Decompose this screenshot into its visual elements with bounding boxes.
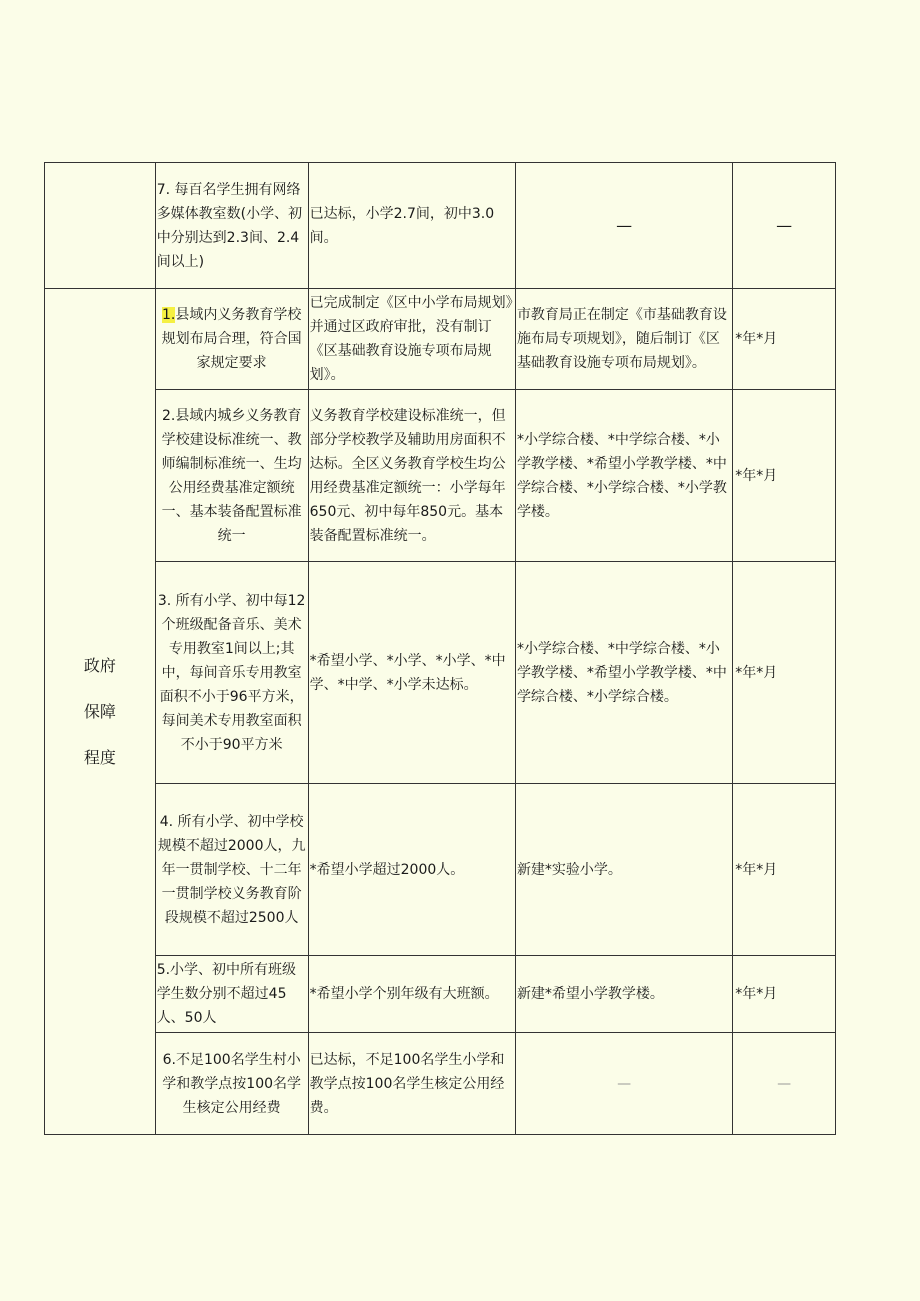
item-cell <box>155 289 308 390</box>
category-cell-empty <box>45 163 156 289</box>
status-cell: 已达标，不足100名学生小学和教学点按100名学生核定公用经费。 <box>308 1033 515 1135</box>
item-cell: 6.不足100名学生村小学和教学点按100名学生核定公用经费 <box>155 1033 308 1135</box>
plan-cell: *小学综合楼、*中学综合楼、*小学教学楼、*希望小学教学楼、*中学综合楼、*小学综合楼。 <box>515 562 732 784</box>
item-text: 县域内义务教育学校规划布局合理，符合国家规定要求 <box>161 307 302 371</box>
table-row <box>45 390 836 562</box>
status-cell: *希望小学、*小学、*小学、*中学、*中学、*小学未达标。 <box>308 562 515 784</box>
status-cell: 已达标，小学2.7间，初中3.0间。 <box>308 163 515 289</box>
item-cell: 7. 每百名学生拥有网络多媒体教室数(小学、初中分别达到2.3间、2.4间以上) <box>155 163 308 289</box>
category-line: 政府 <box>83 655 116 675</box>
item-cell: 5.小学、初中所有班级学生数分别不超过45人、50人 <box>155 956 308 1033</box>
plan-cell: 市教育局正在制定《市基础教育设施布局专项规划》，随后制订《区基础教育设施专项布局规划》。 <box>515 289 732 390</box>
date-cell: — <box>733 1033 836 1135</box>
item-cell: 2.县域内城乡义务教育学校建设标准统一、教师编制标准统一、生均公用经费基准定额统一、基本装备配置标准统一 <box>155 390 308 562</box>
date-cell: *年*月 <box>733 956 836 1033</box>
plan-cell: 新建*希望小学教学楼。 <box>515 956 732 1033</box>
status-cell: 义务教育学校建设标准统一，但部分学校教学及辅助用房面积不达标。全区义务教育学校生均公用经费基准定额统一：小学每年650元、初中每年850元。基本装备配置标准统一。 <box>308 390 515 562</box>
date-cell: *年*月 <box>733 784 836 956</box>
category-line: 程度 <box>83 747 116 767</box>
item-number-highlight: 1. <box>161 307 176 323</box>
date-cell: *年*月 <box>733 390 836 562</box>
table-row <box>45 784 836 956</box>
status-cell: *希望小学超过2000人。 <box>308 784 515 956</box>
status-cell: *希望小学个别年级有大班额。 <box>308 956 515 1033</box>
standards-table <box>44 162 836 1135</box>
item-cell: 4. 所有小学、初中学校规模不超过2000人，九年一贯制学校、十二年一贯制学校义务教育阶段规模不超过2500人 <box>155 784 308 956</box>
table-row <box>45 289 836 390</box>
plan-cell: — <box>515 1033 732 1135</box>
category-cell <box>45 289 156 1135</box>
table-row <box>45 1033 836 1135</box>
plan-cell: — <box>515 163 732 289</box>
plan-cell: *小学综合楼、*中学综合楼、*小学教学楼、*希望小学教学楼、*中学综合楼、*小学综合楼、*小学教学楼。 <box>515 390 732 562</box>
category-line: 保障 <box>83 701 116 721</box>
date-cell: — <box>733 163 836 289</box>
status-cell: 已完成制定《区中小学布局规划》并通过区政府审批，没有制订《区基础教育设施专项布局规划》。 <box>308 289 515 390</box>
table-row <box>45 163 836 289</box>
table-row <box>45 956 836 1033</box>
date-cell: *年*月 <box>733 562 836 784</box>
item-cell: 3. 所有小学、初中每12个班级配备音乐、美术专用教室1间以上;其中，每间音乐专用教室面积不小于96平方米，每间美术专用教室面积不小于90平方米 <box>155 562 308 784</box>
date-cell: *年*月 <box>733 289 836 390</box>
plan-cell: 新建*实验小学。 <box>515 784 732 956</box>
table-row <box>45 562 836 784</box>
